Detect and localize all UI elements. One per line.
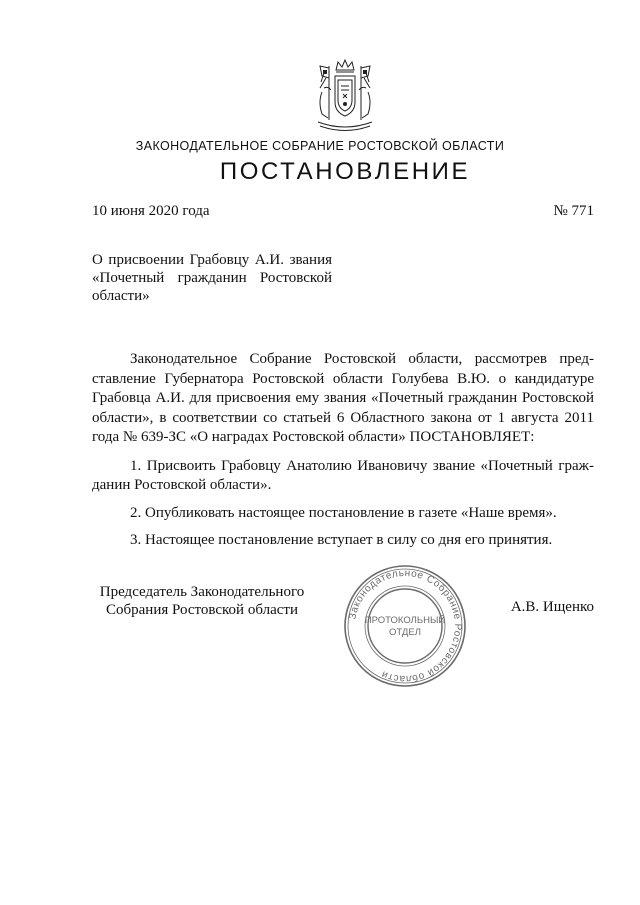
organization-name: ЗАКОНОДАТЕЛЬНОЕ СОБРАНИЕ РОСТОВСКОЙ ОБЛАСТИ xyxy=(135,139,505,153)
stamp-outer-text: Законодательное Собрание Ростовской области xyxy=(347,567,464,685)
preamble-paragraph: Законодательное Собрание Ростовской области, рассмотрев представление Губернатора Ростовской области Голубева В.Ю. о кандидатуре Грабовца А.И. для присвоения ему звания «Почетный гражданин Ростовской области», в соответствии со статьей 6 Областного закона от 1 августа 2011 года № 639-ЗС «О наградах Ростовской области» ПОСТАНОВЛЯЕТ: xyxy=(92,351,594,445)
document-number: № 771 xyxy=(553,203,594,219)
subject-line: О присвоении Грабовцу А.И. звания xyxy=(92,252,332,268)
signatory-title xyxy=(92,583,312,619)
document-type-title: ПОСТАНОВЛЕНИЕ xyxy=(219,158,471,185)
document-subject xyxy=(92,251,332,305)
stamp-inner-line: ОТДЕЛ xyxy=(389,627,421,638)
resolution-item: 2. Опубликовать настоящее постановление в газете «Наше время». xyxy=(130,504,557,521)
official-stamp xyxy=(342,563,468,689)
document-date: 10 июня 2020 года xyxy=(92,203,210,219)
subject-line: области» xyxy=(92,288,150,304)
document-body xyxy=(92,350,594,559)
stamp-inner-line: ПРОТОКОЛЬНЫЙ xyxy=(364,615,446,626)
signatory-title-line: Председатель Законодательного xyxy=(99,584,305,600)
subject-line: «Почетный гражданин Ростовской xyxy=(92,270,332,286)
resolution-item: 3. Настоящее постановление вступает в силу со дня его принятия. xyxy=(130,532,553,548)
coat-of-arms-icon xyxy=(314,58,376,132)
signatory-title-line: Собрания Ростовской области xyxy=(106,602,298,618)
resolution-item: 1. Присвоить Грабовцу Анатолию Ивановичу звание «Почетный гражданин Ростовской области». xyxy=(92,457,594,493)
signatory-name: А.В. Ищенко xyxy=(510,599,594,615)
